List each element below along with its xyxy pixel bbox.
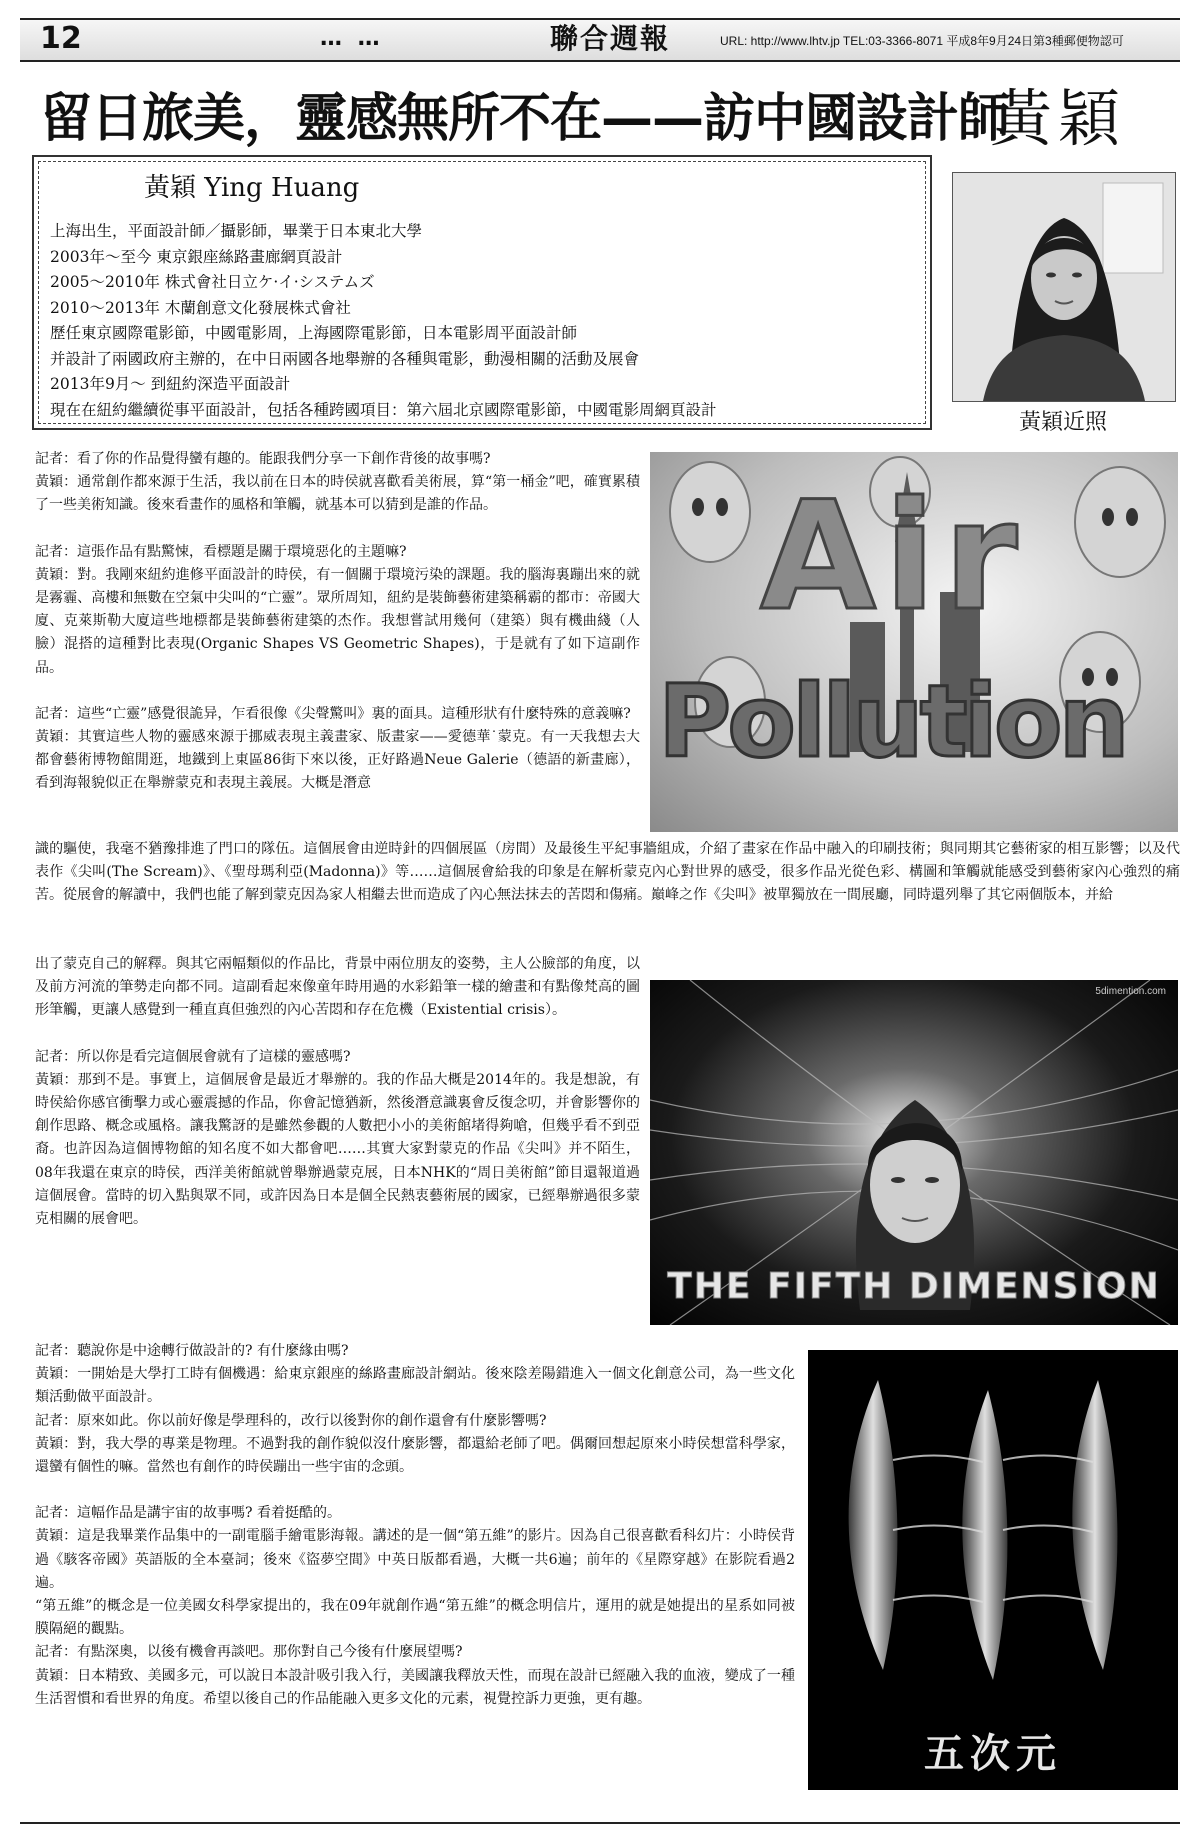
article-paragraph: 記者：這張作品有點驚悚，看標題是關于環境惡化的主題嘛? <box>35 543 407 560</box>
profile-line: 2013年9月～ 到紐約深造平面設計 <box>50 375 291 393</box>
headline-name-calligraphy: 黃穎 <box>990 82 1127 155</box>
article-column-a <box>35 448 640 796</box>
header-dots: … … <box>320 26 384 51</box>
article-paragraph: 記者：聽說你是中途轉行做設計的? 有什麼緣由嗎? <box>35 1343 349 1359</box>
article-paragraph: 黃穎：一開始是大學打工時有個機遇：給東京銀座的絲路畫廊設計網站。後來陰差陽錯進入一個文化創意公司，為一些文化類活動做平面設計。 <box>35 1366 795 1406</box>
article-paragraph: 記者：所以你是看完這個展會就有了這樣的靈感嗎? <box>35 1048 351 1065</box>
portrait-caption: 黃穎近照 <box>1018 410 1107 435</box>
five-dimension-poster <box>808 1350 1178 1790</box>
article-paragraph: 記者：看了你的作品覺得蠻有趣的。能跟我們分享一下創作背後的故事嗎? <box>35 451 491 467</box>
pollution-word: Pollution <box>658 663 1126 780</box>
profile-line: 現在在紐約繼續從事平面設計，包括各種跨國項目：第六屆北京國際電影節，中國電影周網頁設計 <box>50 400 717 419</box>
article-paragraph: 黃穎：這是我畢業作品集中的一副電腦手繪電影海報。講述的是一個“第五維”的影片。因為自己很喜歡看科幻片：小時侯背過《駭客帝國》英語版的全本臺詞；後來《盜夢空間》中英日版都看過，大概一共6遍；前年的《星際穿越》在影院看過2遍。 <box>35 1528 795 1591</box>
portrait-photo <box>952 172 1176 402</box>
article-column-d <box>35 1340 795 1711</box>
article-paragraph: 記者：這些“亡靈”感覺很詭异，乍看很像《尖聲驚叫》裏的面具。這種形狀有什麼特殊的意義嘛? <box>35 705 631 722</box>
profile-line: 2005～2010年 株式會社日立ケ·イ·システムズ <box>50 273 375 291</box>
profile-line: 上海出生，平面設計師／攝影師，畢業于日本東北大學 <box>50 222 423 240</box>
poster-watermark: 5dimention.com <box>1095 986 1166 997</box>
article-headline: 留日旅美，靈感無所不在——訪中國設計師 <box>40 89 1010 149</box>
article-full-width <box>35 838 1180 908</box>
newspaper-name: 聯合週報 <box>550 22 671 55</box>
article-paragraph: 黃穎：那到不是。事實上，這個展會是最近才舉辦的。我的作品大概是2014年的。我是想說，有時侯給你感官衝擊力或心靈震撼的作品，你會記憶猶新，然後潛意識裏會反復念叨，并會影響你的創作思路、概念或風格。讓我驚訝的是雖然參觀的人數把小小的美術館堵得夠嗆，但幾乎看不到亞裔。也許因為這個博物館的知名度不如大都會吧……其實大家對蒙克的作品《尖叫》并不陌生，08年我還在東京的時侯，西洋美術館就曾舉辦過蒙克展，日本NHK的“周日美術館”節目還報道過這個展會。當時的切入點與眾不同，或許因為日本是個全民熱衷藝術展的國家，已經舉辦過很多蒙克相關的展會吧。 <box>35 1071 640 1228</box>
article-paragraph: 記者：有點深奧，以後有機會再談吧。那你對自己今後有什麼展望嗎? <box>35 1644 463 1661</box>
article-paragraph: 黃穎：通常創作都來源于生活，我以前在日本的時侯就喜歡看美術展，算“第一桶金”吧，確實累積了一些美術知識。後來看畫作的風格和筆觸，就基本可以猜到是誰的作品。 <box>35 474 640 514</box>
fifth-dimension-poster <box>650 980 1178 1325</box>
article-paragraph: 黃穎：對。我剛來紐約進修平面設計的時侯，有一個關于環境污染的課題。我的腦海裏蹦出來的就是霧霾、高樓和無數在空氣中尖叫的“亡靈”。眾所周知，紐約是裝飾藝術建築稱霸的都市：帝國大廈、克萊斯勒大廈這些地標都是裝飾藝術建築的杰作。我想嘗試用幾何（建築）與有機曲綫（人臉）混搭的這種對比表現(Organic Shapes VS Geometric Shapes)，于是就有了如下這副作品。 <box>35 566 640 676</box>
profile-line: 2010～2013年 木蘭創意文化發展株式會社 <box>50 298 351 317</box>
profile-box <box>32 155 932 430</box>
article-paragraph: 黃穎：對，我大學的專業是物理。不過對我的創作貌似沒什麼影響，都還給老師了吧。偶爾回想起原來小時侯想當科學家，還蠻有個性的嘛。當然也有創作的時侯蹦出一些宇宙的念頭。 <box>35 1435 795 1476</box>
profile-line: 歷任東京國際電影節，中國電影周，上海國際電影節，日本電影周平面設計師 <box>50 324 578 342</box>
bottom-rule <box>20 1822 1180 1824</box>
air-pollution-artwork <box>650 452 1178 832</box>
article-paragraph: 黃穎：其實這些人物的靈感來源于挪威表現主義畫家、版畫家——愛德華˙蒙克。有一天我想去大都會藝術博物館閒逛，地鐵到上東區86街下來以後，正好路過Neue Galerie（德語的新畫廊），看到海報貌似正在舉辦蒙克和表現主義展。大概是潛意 <box>35 729 640 792</box>
article-paragraph: 記者：這幅作品是講宇宙的故事嗎? 看着挺酷的。 <box>35 1505 341 1522</box>
poster-title: THE FIFTH DIMENSION <box>667 1266 1161 1307</box>
profile-name: 黃穎 Ying Huang <box>144 173 360 203</box>
profile-line: 2003年～至今 東京銀座絲路畫廊網頁設計 <box>50 247 343 266</box>
profile-bio <box>50 219 717 423</box>
article-paragraph: 記者：原來如此。你以前好像是學理科的，改行以後對你的創作還會有什麼影響嗎? <box>35 1412 547 1429</box>
page-number: 12 <box>40 21 82 56</box>
poster-title-five-dimension: 五次元 <box>924 1731 1062 1777</box>
article-paragraph: 出了蒙克自己的解釋。與其它兩幅類似的作品比，背景中兩位朋友的姿勢，主人公臉部的角度，以及前方河流的筆勢走向都不同。這副看起來像童年時用過的水彩鉛筆一樣的繪畫和有點像梵高的圖形筆觸，更讓人感覺到一種直真但強烈的內心苦悶和存在危機（Existential crisis）。 <box>35 956 640 1019</box>
article-paragraph: 識的驅使，我毫不猶豫排進了門口的隊伍。這個展會由逆時針的四個展區（房間）及最後生平紀事牆組成，介紹了畫家在作品中融入的印刷技術；與同期其它藝術家的相互影響；以及代表作《尖叫(The Scream)》、《聖母瑪利亞(Madonna)》等……這個展會給我的印象是在解析蒙克內心對世界的感受，很多作品光從色彩、構圖和筆觸就能感受到藝術家內心強烈的痛苦。從展會的解讀中，我們也能了解到蒙克因為家人相繼去世而造成了內心無法抹去的苦悶和傷痛。巔峰之作《尖叫》被單獨放在一間展廳，同時還列舉了其它兩個版本，并給 <box>35 841 1180 904</box>
header-contact: URL: http://www.lhtv.jp TEL:03-3366-8071 平成8年9月24日第3種郵便物認可 <box>720 34 1124 48</box>
article-paragraph: 黃穎：日本精致、美國多元，可以說日本設計吸引我入行，美國讓我釋放天性，而現在設計已經融入我的血液，變成了一種生活習慣和看世界的角度。希望以後自己的作品能融入更多文化的元素，視覺控訴力更強，更有趣。 <box>35 1667 795 1707</box>
air-word: Air <box>760 470 1026 644</box>
page-header <box>20 18 1180 62</box>
portrait-illustration <box>953 173 1175 401</box>
article-column-c <box>35 953 640 1231</box>
profile-line: 并設計了兩國政府主辦的，在中日兩國各地舉辦的各種與電影，動漫相關的活動及展會 <box>50 349 640 368</box>
article-paragraph: “第五維”的概念是一位美國女科學家提出的，我在09年就創作過“第五維”的概念明信片，運用的就是她提出的星系如同被膜隔絕的觀點。 <box>35 1598 795 1638</box>
